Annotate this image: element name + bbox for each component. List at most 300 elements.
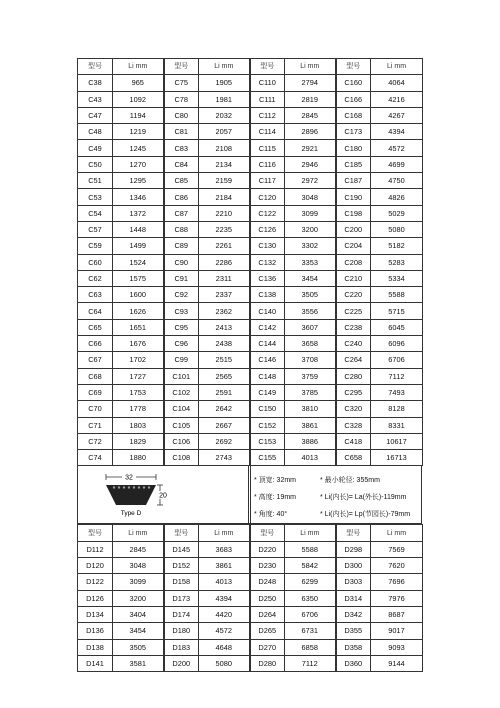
cell-li-mm: 3454 <box>285 270 336 286</box>
header-li-mm: Li mm <box>285 525 336 541</box>
cell-li-mm: 4699 <box>371 156 423 172</box>
header-li-mm: Li mm <box>371 525 423 541</box>
cell-model: C69 <box>78 384 113 400</box>
table-row <box>78 91 423 107</box>
spec-height: * 高度: 19mm <box>254 494 297 502</box>
table-row <box>78 221 423 237</box>
cell-li-mm: 2642 <box>199 401 250 417</box>
cell-li-mm: 2743 <box>199 450 250 466</box>
header-li-mm: Li mm <box>113 59 164 75</box>
cell-model: D152 <box>164 558 199 574</box>
cell-li-mm: 9017 <box>371 623 423 639</box>
cell-li-mm: 5715 <box>371 303 423 319</box>
cell-model: C70 <box>78 401 113 417</box>
cell-li-mm: 2286 <box>199 254 250 270</box>
cell-li-mm: 2413 <box>199 319 250 335</box>
belt-spec-sheet <box>77 58 422 672</box>
cell-model: C104 <box>164 401 199 417</box>
cell-model: C81 <box>164 124 199 140</box>
header-model: 型号 <box>250 525 285 541</box>
cell-model: D173 <box>164 590 199 606</box>
cell-li-mm: 1575 <box>113 270 164 286</box>
cell-model: D248 <box>250 574 285 590</box>
cell-model: C72 <box>78 433 113 449</box>
cell-model: C101 <box>164 368 199 384</box>
cell-li-mm: 4394 <box>371 124 423 140</box>
cell-model: C91 <box>164 270 199 286</box>
cell-model: C264 <box>336 352 371 368</box>
cell-model: D126 <box>78 590 113 606</box>
cell-model: C204 <box>336 238 371 254</box>
cell-model: C168 <box>336 107 371 123</box>
cell-model: C220 <box>336 287 371 303</box>
cell-li-mm: 1092 <box>113 91 164 107</box>
cell-li-mm: 3454 <box>113 623 164 639</box>
cell-li-mm: 3658 <box>285 336 336 352</box>
cell-model: C198 <box>336 205 371 221</box>
cell-model: C63 <box>78 287 113 303</box>
cell-li-mm: 4064 <box>371 75 423 91</box>
cell-model: C320 <box>336 401 371 417</box>
cell-li-mm: 3404 <box>113 606 164 622</box>
cell-model: C111 <box>250 91 285 107</box>
cell-model: C92 <box>164 287 199 303</box>
table-row <box>78 590 423 606</box>
cell-li-mm: 3505 <box>285 287 336 303</box>
cell-model: C185 <box>336 156 371 172</box>
cell-model: C71 <box>78 417 113 433</box>
cell-model: D183 <box>164 639 199 655</box>
figure-side-dimension: 20 <box>159 492 167 500</box>
cell-model: C148 <box>250 368 285 384</box>
cell-li-mm: 4216 <box>371 91 423 107</box>
cell-model: D158 <box>164 574 199 590</box>
cell-model: C105 <box>164 417 199 433</box>
header-li-mm: Li mm <box>199 525 250 541</box>
cell-li-mm: 2692 <box>199 433 250 449</box>
cell-li-mm: 1651 <box>113 319 164 335</box>
cell-model: C180 <box>336 140 371 156</box>
cell-model: C173 <box>336 124 371 140</box>
cell-li-mm: 3581 <box>113 655 164 671</box>
cell-model: D136 <box>78 623 113 639</box>
cell-li-mm: 3048 <box>113 558 164 574</box>
cell-model: C328 <box>336 417 371 433</box>
cell-li-mm: 6706 <box>371 352 423 368</box>
header-model: 型号 <box>336 525 371 541</box>
spec-angle: * 角度: 40° <box>254 511 288 519</box>
cell-li-mm: 7620 <box>371 558 423 574</box>
cell-li-mm: 4013 <box>285 450 336 466</box>
cell-li-mm: 3759 <box>285 368 336 384</box>
type-d-info-section <box>77 466 422 524</box>
header-li-mm: Li mm <box>371 59 423 75</box>
cell-li-mm: 1270 <box>113 156 164 172</box>
cell-model: D360 <box>336 655 371 671</box>
header-model: 型号 <box>164 525 199 541</box>
cell-li-mm: 2159 <box>199 173 250 189</box>
cell-model: D134 <box>78 606 113 622</box>
cell-li-mm: 1372 <box>113 205 164 221</box>
spec-li-lp: * Li(内长)= Lp(节园长)-79mm <box>320 511 411 519</box>
cell-model: C78 <box>164 91 199 107</box>
cell-model: D342 <box>336 606 371 622</box>
figure-top-dimension: 32 <box>125 474 133 482</box>
cell-model: C83 <box>164 140 199 156</box>
cell-model: C54 <box>78 205 113 221</box>
table-row <box>78 623 423 639</box>
cell-model: C95 <box>164 319 199 335</box>
cell-li-mm: 1880 <box>113 450 164 466</box>
cell-model: C144 <box>250 336 285 352</box>
table-row <box>78 319 423 335</box>
cell-li-mm: 1753 <box>113 384 164 400</box>
cell-li-mm: 1702 <box>113 352 164 368</box>
cell-model: C138 <box>250 287 285 303</box>
cell-model: D280 <box>250 655 285 671</box>
spec-li-la: * Li(内长)= La(外长)-119mm <box>320 494 407 502</box>
cell-model: D174 <box>164 606 199 622</box>
cell-model: C150 <box>250 401 285 417</box>
table-row <box>78 107 423 123</box>
cell-li-mm: 3785 <box>285 384 336 400</box>
cell-li-mm: 1499 <box>113 238 164 254</box>
cell-li-mm: 2896 <box>285 124 336 140</box>
cell-li-mm: 6096 <box>371 336 423 352</box>
cell-li-mm: 2794 <box>285 75 336 91</box>
cell-model: C166 <box>336 91 371 107</box>
cell-li-mm: 3886 <box>285 433 336 449</box>
cell-model: C225 <box>336 303 371 319</box>
cell-model: C130 <box>250 238 285 254</box>
cell-model: D270 <box>250 639 285 655</box>
cell-model: C48 <box>78 124 113 140</box>
cell-li-mm: 4572 <box>199 623 250 639</box>
cell-li-mm: 3099 <box>285 205 336 221</box>
cell-li-mm: 2845 <box>285 107 336 123</box>
cell-model: C51 <box>78 173 113 189</box>
cell-li-mm: 7976 <box>371 590 423 606</box>
cell-li-mm: 2438 <box>199 336 250 352</box>
header-model: 型号 <box>250 59 285 75</box>
header-model: 型号 <box>78 525 113 541</box>
cell-li-mm: 4750 <box>371 173 423 189</box>
cell-li-mm: 1448 <box>113 221 164 237</box>
cell-model: C50 <box>78 156 113 172</box>
cell-model: C126 <box>250 221 285 237</box>
cell-model: C200 <box>336 221 371 237</box>
cell-li-mm: 2134 <box>199 156 250 172</box>
cell-model: C88 <box>164 221 199 237</box>
cell-li-mm: 1245 <box>113 140 164 156</box>
cell-li-mm: 2972 <box>285 173 336 189</box>
cell-li-mm: 3505 <box>113 639 164 655</box>
cell-li-mm: 2311 <box>199 270 250 286</box>
cell-model: C87 <box>164 205 199 221</box>
cell-model: C120 <box>250 189 285 205</box>
cell-li-mm: 16713 <box>371 450 423 466</box>
cell-model: C116 <box>250 156 285 172</box>
cell-li-mm: 9144 <box>371 655 423 671</box>
cell-model: C65 <box>78 319 113 335</box>
cell-li-mm: 5029 <box>371 205 423 221</box>
cell-model: C84 <box>164 156 199 172</box>
cell-model: D180 <box>164 623 199 639</box>
cell-li-mm: 2057 <box>199 124 250 140</box>
header-li-mm: Li mm <box>113 525 164 541</box>
table-row <box>78 574 423 590</box>
cell-li-mm: 6731 <box>285 623 336 639</box>
cell-model: C62 <box>78 270 113 286</box>
cell-li-mm: 5080 <box>199 655 250 671</box>
cell-li-mm: 7493 <box>371 384 423 400</box>
cell-li-mm: 4420 <box>199 606 250 622</box>
cell-model: D355 <box>336 623 371 639</box>
cell-model: C57 <box>78 221 113 237</box>
cell-model: D200 <box>164 655 199 671</box>
cell-li-mm: 5283 <box>371 254 423 270</box>
cell-li-mm: 2591 <box>199 384 250 400</box>
cell-model: D298 <box>336 541 371 557</box>
cell-li-mm: 3099 <box>113 574 164 590</box>
cell-li-mm: 2362 <box>199 303 250 319</box>
spec-top-width: * 顶宽: 32mm <box>254 477 297 485</box>
table-row <box>78 417 423 433</box>
spec-notes <box>254 466 421 523</box>
cell-li-mm: 965 <box>113 75 164 91</box>
table-row <box>78 558 423 574</box>
cell-li-mm: 2184 <box>199 189 250 205</box>
cell-model: C60 <box>78 254 113 270</box>
table-row <box>78 173 423 189</box>
cell-model: C93 <box>164 303 199 319</box>
table-row <box>78 238 423 254</box>
cell-li-mm: 1626 <box>113 303 164 319</box>
cell-li-mm: 3708 <box>285 352 336 368</box>
cell-li-mm: 4013 <box>199 574 250 590</box>
table-row <box>78 124 423 140</box>
cell-li-mm: 2946 <box>285 156 336 172</box>
cell-li-mm: 6858 <box>285 639 336 655</box>
cell-model: C122 <box>250 205 285 221</box>
table-row <box>78 156 423 172</box>
cell-li-mm: 5182 <box>371 238 423 254</box>
table-row <box>78 606 423 622</box>
cell-li-mm: 8687 <box>371 606 423 622</box>
cell-li-mm: 2515 <box>199 352 250 368</box>
cell-li-mm: 1346 <box>113 189 164 205</box>
table-row <box>78 384 423 400</box>
cell-model: D120 <box>78 558 113 574</box>
cell-li-mm: 1803 <box>113 417 164 433</box>
cell-model: C658 <box>336 450 371 466</box>
cell-li-mm: 2667 <box>199 417 250 433</box>
cell-li-mm: 2032 <box>199 107 250 123</box>
cell-li-mm: 7112 <box>371 368 423 384</box>
cell-li-mm: 2210 <box>199 205 250 221</box>
cell-model: C67 <box>78 352 113 368</box>
cell-li-mm: 8128 <box>371 401 423 417</box>
cell-model: C102 <box>164 384 199 400</box>
cell-model: C96 <box>164 336 199 352</box>
table-row <box>78 254 423 270</box>
cell-model: C68 <box>78 368 113 384</box>
cell-model: C136 <box>250 270 285 286</box>
cell-li-mm: 5588 <box>285 541 336 557</box>
cell-model: D141 <box>78 655 113 671</box>
cell-li-mm: 1219 <box>113 124 164 140</box>
cell-li-mm: 1600 <box>113 287 164 303</box>
cell-model: C208 <box>336 254 371 270</box>
cell-li-mm: 3048 <box>285 189 336 205</box>
figure-caption: Type D <box>120 510 142 518</box>
cell-model: C280 <box>336 368 371 384</box>
table-row <box>78 287 423 303</box>
cell-li-mm: 2108 <box>199 140 250 156</box>
cell-model: C190 <box>336 189 371 205</box>
cell-model: C53 <box>78 189 113 205</box>
cell-li-mm: 9093 <box>371 639 423 655</box>
cell-model: C80 <box>164 107 199 123</box>
cell-li-mm: 3353 <box>285 254 336 270</box>
table-header-row <box>78 525 423 541</box>
cell-li-mm: 8331 <box>371 417 423 433</box>
cell-model: C142 <box>250 319 285 335</box>
cell-model: D265 <box>250 623 285 639</box>
cell-model: C89 <box>164 238 199 254</box>
cell-model: C115 <box>250 140 285 156</box>
cell-li-mm: 3861 <box>285 417 336 433</box>
cell-li-mm: 2845 <box>113 541 164 557</box>
header-model: 型号 <box>78 59 113 75</box>
cell-model: C160 <box>336 75 371 91</box>
cell-model: D358 <box>336 639 371 655</box>
table-row <box>78 140 423 156</box>
cell-li-mm: 1676 <box>113 336 164 352</box>
table-row <box>78 433 423 449</box>
cell-model: C75 <box>164 75 199 91</box>
cell-model: C64 <box>78 303 113 319</box>
spec-min-pulley: * 最小轮径: 355mm <box>320 477 380 485</box>
cell-li-mm: 7112 <box>285 655 336 671</box>
cell-li-mm: 4826 <box>371 189 423 205</box>
cell-model: C110 <box>250 75 285 91</box>
cell-model: C149 <box>250 384 285 400</box>
cell-model: D264 <box>250 606 285 622</box>
cell-li-mm: 4572 <box>371 140 423 156</box>
cell-model: D250 <box>250 590 285 606</box>
cell-li-mm: 5842 <box>285 558 336 574</box>
table-row <box>78 655 423 671</box>
cell-li-mm: 3200 <box>113 590 164 606</box>
cell-model: C153 <box>250 433 285 449</box>
table-row <box>78 205 423 221</box>
cell-model: C132 <box>250 254 285 270</box>
cell-li-mm: 1727 <box>113 368 164 384</box>
cell-model: C112 <box>250 107 285 123</box>
cell-li-mm: 6299 <box>285 574 336 590</box>
cell-li-mm: 1829 <box>113 433 164 449</box>
cell-model: C108 <box>164 450 199 466</box>
cell-model: D122 <box>78 574 113 590</box>
cell-model: C210 <box>336 270 371 286</box>
section-divider <box>248 466 251 523</box>
cell-model: C43 <box>78 91 113 107</box>
cell-li-mm: 6045 <box>371 319 423 335</box>
table-row <box>78 303 423 319</box>
cell-model: C117 <box>250 173 285 189</box>
cell-li-mm: 10617 <box>371 433 423 449</box>
cell-model: C106 <box>164 433 199 449</box>
type-d-table <box>77 524 423 672</box>
cell-model: C90 <box>164 254 199 270</box>
cell-li-mm: 3683 <box>199 541 250 557</box>
cell-li-mm: 3810 <box>285 401 336 417</box>
cell-model: D314 <box>336 590 371 606</box>
cell-model: C146 <box>250 352 285 368</box>
cell-model: D145 <box>164 541 199 557</box>
table-row <box>78 189 423 205</box>
cell-model: C59 <box>78 238 113 254</box>
belt-cross-section-figure <box>102 471 168 519</box>
cell-model: C155 <box>250 450 285 466</box>
cell-li-mm: 7696 <box>371 574 423 590</box>
header-li-mm: Li mm <box>285 59 336 75</box>
cell-li-mm: 2565 <box>199 368 250 384</box>
table-row <box>78 450 423 466</box>
cell-li-mm: 5588 <box>371 287 423 303</box>
cell-li-mm: 4648 <box>199 639 250 655</box>
cell-li-mm: 1905 <box>199 75 250 91</box>
cell-li-mm: 2337 <box>199 287 250 303</box>
table-row <box>78 270 423 286</box>
cell-li-mm: 2819 <box>285 91 336 107</box>
cell-model: C38 <box>78 75 113 91</box>
cell-model: C99 <box>164 352 199 368</box>
cell-li-mm: 1524 <box>113 254 164 270</box>
cell-model: C240 <box>336 336 371 352</box>
table-header-row <box>78 59 423 75</box>
header-model: 型号 <box>164 59 199 75</box>
cell-model: D230 <box>250 558 285 574</box>
cell-model: D300 <box>336 558 371 574</box>
cell-li-mm: 4394 <box>199 590 250 606</box>
table-row <box>78 352 423 368</box>
table-row <box>78 639 423 655</box>
header-li-mm: Li mm <box>199 59 250 75</box>
cell-model: C238 <box>336 319 371 335</box>
cell-model: C114 <box>250 124 285 140</box>
cell-li-mm: 5080 <box>371 221 423 237</box>
cell-li-mm: 3607 <box>285 319 336 335</box>
cell-li-mm: 3200 <box>285 221 336 237</box>
cell-li-mm: 6350 <box>285 590 336 606</box>
cell-model: C295 <box>336 384 371 400</box>
cell-model: C85 <box>164 173 199 189</box>
cell-model: D220 <box>250 541 285 557</box>
table-row <box>78 368 423 384</box>
cell-li-mm: 6706 <box>285 606 336 622</box>
cell-li-mm: 4267 <box>371 107 423 123</box>
cell-li-mm: 2235 <box>199 221 250 237</box>
table-row <box>78 75 423 91</box>
cell-model: C74 <box>78 450 113 466</box>
cell-model: C152 <box>250 417 285 433</box>
cell-li-mm: 2921 <box>285 140 336 156</box>
cell-model: C418 <box>336 433 371 449</box>
cell-li-mm: 1194 <box>113 107 164 123</box>
cell-model: D112 <box>78 541 113 557</box>
